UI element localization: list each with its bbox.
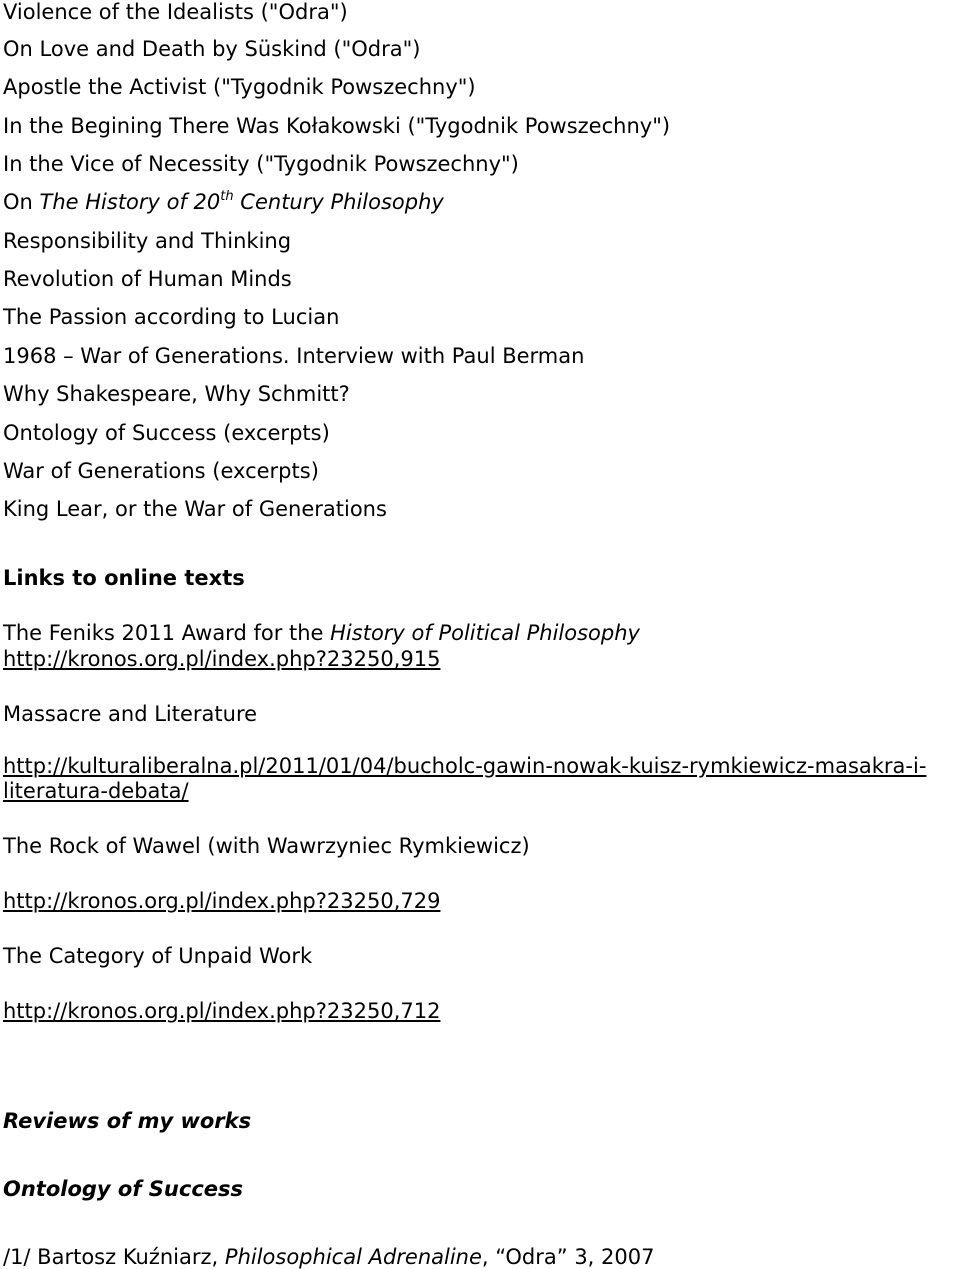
- rock-link[interactable]: http://kronos.org.pl/index.php?23250,729: [3, 889, 441, 913]
- work-item: In the Begining There Was Kołakowski ("Tygodnik Powszechny"): [3, 114, 671, 138]
- work-item: The Passion according to Lucian: [3, 305, 340, 329]
- links-heading: Links to online texts: [3, 566, 245, 590]
- history-title-start: The History of 20: [39, 190, 221, 214]
- massacre-link-part-1[interactable]: http://kulturaliberalna.pl/2011/01/04/bucholc-gawin-nowak-kuisz-rymkiewicz-masakra-i-: [3, 754, 927, 778]
- work-item: Revolution of Human Minds: [3, 267, 292, 291]
- review-entry: [3, 1245, 654, 1269]
- feniks-link[interactable]: http://kronos.org.pl/index.php?23250,915: [3, 647, 441, 671]
- feniks-title: History of Political Philosophy: [330, 621, 640, 645]
- review-prefix: /1/ Bartosz Kuźniarz,: [3, 1245, 225, 1269]
- work-item: King Lear, or the War of Generations: [3, 497, 387, 521]
- history-title-end: Century Philosophy: [233, 190, 444, 214]
- feniks-link-line: [3, 647, 440, 671]
- reviews-subheading: Ontology of Success: [3, 1177, 244, 1201]
- feniks-text: The Feniks 2011 Award for the: [3, 621, 331, 645]
- work-item: War of Generations (excerpts): [3, 459, 319, 483]
- work-item: Why Shakespeare, Why Schmitt?: [3, 382, 350, 406]
- massacre-link-line-2: [3, 779, 189, 803]
- work-item-history: [3, 190, 444, 214]
- reviews-heading: Reviews of my works: [3, 1109, 252, 1133]
- work-item: On Love and Death by Süskind ("Odra"): [3, 37, 421, 61]
- work-item: Ontology of Success (excerpts): [3, 421, 330, 445]
- rock-link-line: [3, 889, 440, 913]
- massacre-title: Massacre and Literature: [3, 702, 258, 726]
- massacre-link-part-2[interactable]: literatura-debata/: [3, 779, 189, 803]
- review-title: Philosophical Adrenaline: [224, 1245, 482, 1269]
- work-item: Responsibility and Thinking: [3, 229, 292, 253]
- work-item: In the Vice of Necessity ("Tygodnik Powszechny"): [3, 152, 519, 176]
- work-item: 1968 – War of Generations. Interview with Paul Berman: [3, 344, 585, 368]
- work-item: Apostle the Activist ("Tygodnik Powszechny"): [3, 75, 476, 99]
- history-prefix: On: [3, 190, 40, 214]
- massacre-link-line-1: [3, 754, 926, 778]
- work-item: Violence of the Idealists ("Odra"): [3, 0, 348, 24]
- unpaid-link[interactable]: http://kronos.org.pl/index.php?23250,712: [3, 999, 441, 1023]
- feniks-award-line: [3, 621, 640, 645]
- unpaid-title: The Category of Unpaid Work: [3, 944, 313, 968]
- history-superscript: th: [220, 189, 234, 204]
- review-rest: , “Odra” 3, 2007: [481, 1245, 655, 1269]
- rock-title: The Rock of Wawel (with Wawrzyniec Rymkiewicz): [3, 834, 530, 858]
- unpaid-link-line: [3, 999, 440, 1023]
